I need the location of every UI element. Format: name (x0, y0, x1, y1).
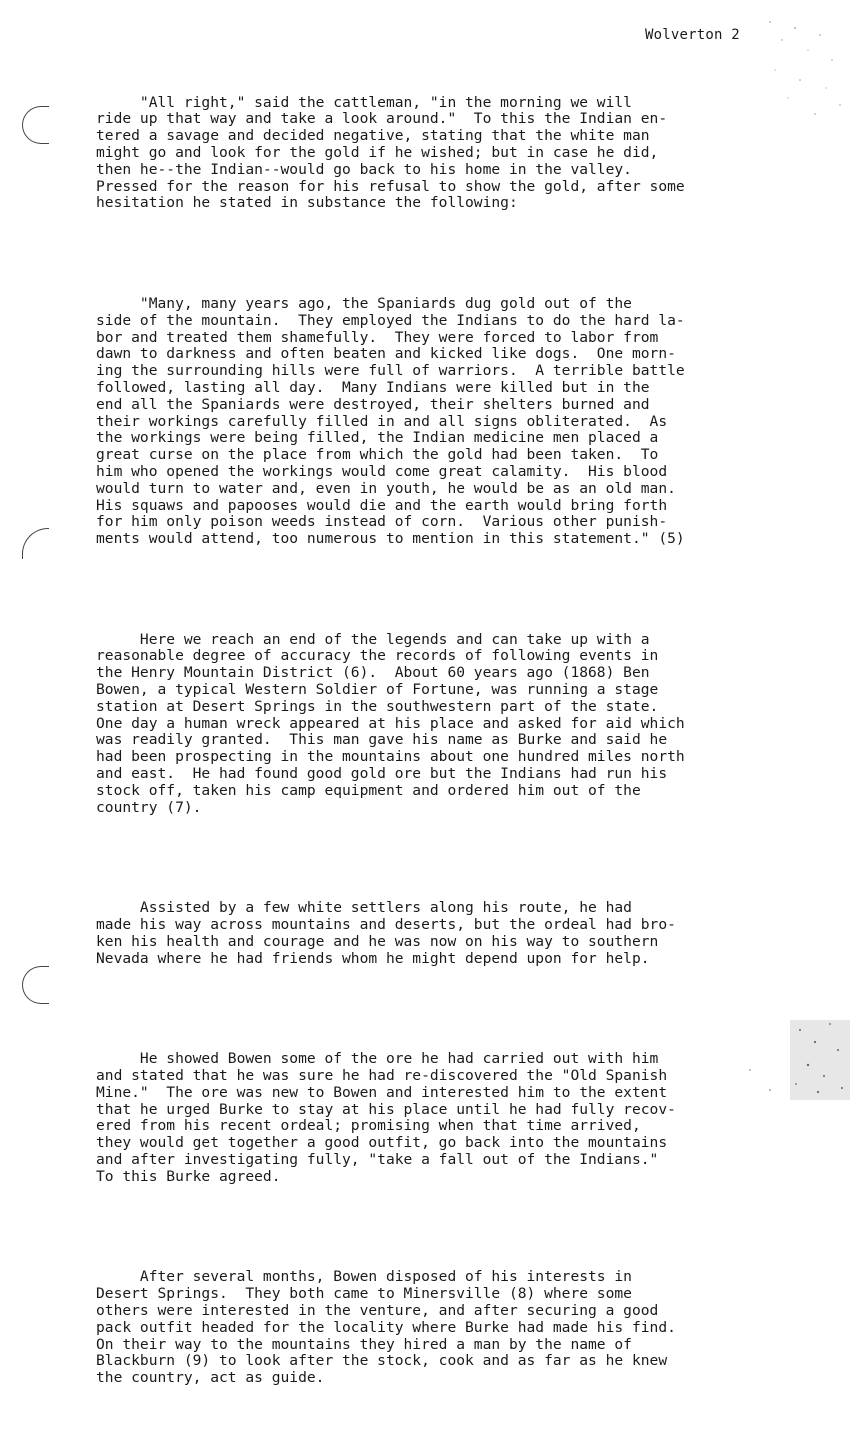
text-line: end all the Spaniards were destroyed, their shelters burned and (96, 395, 650, 413)
text-line: him who opened the workings would come great calamity. His blood (96, 462, 668, 480)
text-line: Here we reach an end of the legends and can take up with a (96, 630, 650, 648)
text-line: dawn to darkness and often beaten and kicked like dogs. One morn- (96, 345, 676, 363)
text-line: Mine." The ore was new to Bowen and interested him to the extent (96, 1083, 668, 1101)
text-line: and stated that he was sure he had re-discovered the "Old Spanish (96, 1067, 668, 1084)
text-line: He showed Bowen some of the ore he had carried out with him (96, 1050, 659, 1068)
text-line: the Henry Mountain District (6). About 60 years ago (1868) Ben (96, 664, 650, 682)
text-line: Bowen, a typical Western Soldier of Fortune, was running a stage (96, 681, 659, 699)
text-line: they would get together a good outfit, go back into the mountains (96, 1134, 668, 1152)
text-line: for him only poison weeds instead of corn. Various other punish- (96, 513, 668, 531)
text-line: ered from his recent ordeal; promising when that time arrived, (96, 1117, 641, 1135)
text-line: ments would attend, too numerous to mention in this statement." (5) (96, 530, 685, 548)
paragraph-burke-journey (96, 867, 776, 1001)
text-line: their workings carefully filled in and all signs obliterated. As (96, 412, 668, 430)
text-line: tered a savage and decided negative, stating that the white man (96, 127, 650, 145)
text-line: station at Desert Springs in the southwestern part of the state. (96, 697, 659, 715)
text-line: country (7). (96, 798, 202, 816)
text-line: then he--the Indian--would go back to his home in the valley. (96, 160, 632, 178)
binder-hole-mark-top (22, 106, 49, 144)
page-header-label: Wolverton 2 (645, 27, 740, 43)
document-body (96, 61, 776, 1437)
text-line: ing the surrounding hills were full of warriors. A terrible battle (96, 362, 685, 380)
text-line: was readily granted. This man gave his name as Burke and said he (96, 731, 668, 749)
text-line: stock off, taken his camp equipment and ordered him out of the (96, 781, 641, 799)
text-line: side of the mountain. They employed the Indians to do the hard la- (96, 311, 685, 329)
text-line: One day a human wreck appeared at his place and asked for aid which (96, 714, 685, 732)
text-line: pack outfit headed for the locality where Burke had made his find. (96, 1318, 676, 1336)
paragraph-old-spanish-mine (96, 1018, 776, 1220)
paragraph-minersville-expedition (96, 1236, 776, 1421)
text-line: ken his health and courage and he was now on his way to southern (96, 932, 659, 950)
text-line: reasonable degree of accuracy the records of following events in (96, 647, 659, 665)
text-line: Pressed for the reason for his refusal to show the gold, after some (96, 177, 685, 195)
text-line: "Many, many years ago, the Spaniards dug gold out of the (96, 294, 632, 312)
text-line: bor and treated them shamefully. They were forced to labor from (96, 328, 659, 346)
text-line: great curse on the place from which the gold had been taken. To (96, 446, 659, 464)
text-line: might go and look for the gold if he wished; but in case he did, (96, 143, 659, 161)
text-line: others were interested in the venture, and after securing a good (96, 1301, 659, 1319)
text-line: the workings were being filled, the Indian medicine men placed a (96, 429, 659, 447)
text-line: After several months, Bowen disposed of his interests in (96, 1268, 632, 1286)
text-line: hesitation he stated in substance the following: (96, 194, 518, 212)
paragraph-henry-mountain-records (96, 598, 776, 850)
paragraph-cattleman-dialogue (96, 61, 776, 246)
binder-hole-mark-bottom (22, 966, 49, 1004)
text-line: made his way across mountains and deserts, but the ordeal had bro- (96, 916, 676, 934)
text-line: ride up that way and take a look around." To this the Indian en- (96, 110, 668, 128)
text-line: His squaws and papooses would die and the earth would bring forth (96, 496, 668, 514)
text-line: Assisted by a few white settlers along his route, he had (96, 899, 632, 917)
text-line: To this Burke agreed. (96, 1167, 281, 1185)
text-line: and after investigating fully, "take a fall out of the Indians." (96, 1150, 659, 1168)
text-line: Nevada where he had friends whom he might depend upon for help. (96, 949, 650, 967)
text-line: that he urged Burke to stay at his place until he had fully recov- (96, 1100, 676, 1118)
text-line: the country, act as guide. (96, 1369, 325, 1387)
text-line: Blackburn (9) to look after the stock, cook and as far as he knew (96, 1352, 668, 1370)
text-line: Desert Springs. They both came to Minersville (8) where some (96, 1285, 632, 1303)
paragraph-indian-legend (96, 262, 776, 581)
text-line: would turn to water and, even in youth, he would be as an old man. (96, 479, 676, 497)
text-line: and east. He had found good gold ore but the Indians had run his (96, 765, 668, 783)
text-line: "All right," said the cattleman, "in the morning we will (96, 93, 632, 111)
text-line: followed, lasting all day. Many Indians were killed but in the (96, 378, 650, 396)
binder-hole-mark-middle (22, 528, 49, 559)
text-line: On their way to the mountains they hired a man by the name of (96, 1335, 632, 1353)
text-line: had been prospecting in the mountains about one hundred miles north (96, 748, 685, 766)
